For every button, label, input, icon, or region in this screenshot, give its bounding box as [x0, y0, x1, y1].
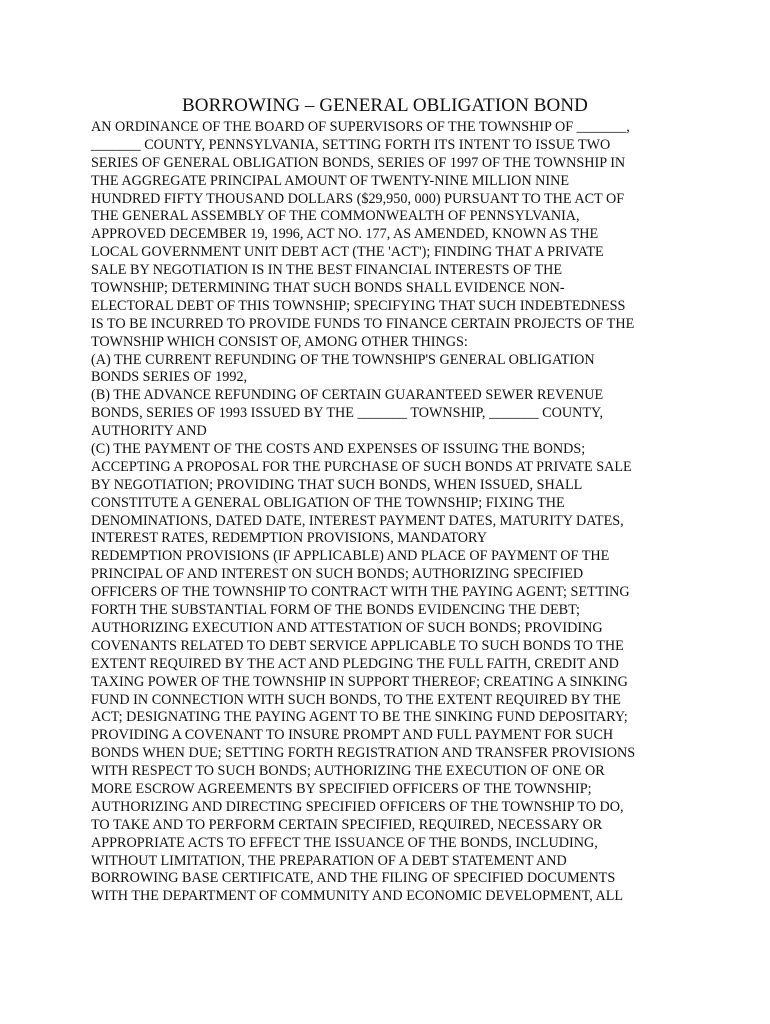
body-line: TOWNSHIP; DETERMINING THAT SUCH BONDS SHALL EVIDENCE NON-: [91, 280, 565, 297]
body-line: FUND IN CONNECTION WITH SUCH BONDS, TO THE EXTENT REQUIRED BY THE: [91, 691, 621, 708]
body-line: PRINCIPAL OF AND INTEREST ON SUCH BONDS; AUTHORIZING SPECIFIED: [91, 566, 584, 583]
body-line: CONSTITUTE A GENERAL OBLIGATION OF THE TOWNSHIP; FIXING THE: [91, 494, 565, 511]
body-line: TOWNSHIP WHICH CONSIST OF, AMONG OTHER THINGS:: [91, 333, 468, 350]
body-line: PROVIDING A COVENANT TO INSURE PROMPT AND FULL PAYMENT FOR SUCH: [91, 727, 614, 744]
body-line: SERIES OF GENERAL OBLIGATION BONDS, SERIES OF 1997 OF THE TOWNSHIP IN: [91, 154, 626, 171]
body-line: COVENANTS RELATED TO DEBT SERVICE APPLICABLE TO SUCH BONDS TO THE: [91, 637, 624, 654]
body-line: BY NEGOTIATION; PROVIDING THAT SUCH BONDS, WHEN ISSUED, SHALL: [91, 476, 583, 493]
document-title: BORROWING – GENERAL OBLIGATION BOND: [182, 95, 588, 116]
body-line: ACT; DESIGNATING THE PAYING AGENT TO BE THE SINKING FUND DEPOSITARY;: [91, 709, 628, 726]
body-line: ELECTORAL DEBT OF THIS TOWNSHIP; SPECIFYING THAT SUCH INDEBTEDNESS: [91, 297, 626, 314]
body-line: HUNDRED FIFTY THOUSAND DOLLARS ($29,950, 000) PURSUANT TO THE ACT OF: [91, 190, 625, 207]
body-line: THE AGGREGATE PRINCIPAL AMOUNT OF TWENTY-NINE MILLION NINE: [91, 172, 570, 189]
body-line: WITH RESPECT TO SUCH BONDS; AUTHORIZING THE EXECUTION OF ONE OR: [91, 763, 605, 780]
body-line: AUTHORIZING AND DIRECTING SPECIFIED OFFICERS OF THE TOWNSHIP TO DO,: [91, 798, 624, 815]
body-line: MORE ESCROW AGREEMENTS BY SPECIFIED OFFICERS OF THE TOWNSHIP;: [91, 780, 592, 797]
body-line: AUTHORITY AND: [91, 423, 207, 440]
body-line: IS TO BE INCURRED TO PROVIDE FUNDS TO FINANCE CERTAIN PROJECTS OF THE: [91, 315, 635, 332]
body-line: BONDS WHEN DUE; SETTING FORTH REGISTRATION AND TRANSFER PROVISIONS: [91, 745, 636, 762]
body-line: (B) THE ADVANCE REFUNDING OF CERTAIN GUARANTEED SEWER REVENUE: [91, 387, 604, 404]
body-line: OFFICERS OF THE TOWNSHIP TO CONTRACT WITH THE PAYING AGENT; SETTING: [91, 584, 630, 601]
body-line: BONDS SERIES OF 1992,: [91, 369, 248, 386]
body-line: LOCAL GOVERNMENT UNIT DEBT ACT (THE 'ACT'); FINDING THAT A PRIVATE: [91, 244, 604, 261]
body-line: AUTHORIZING EXECUTION AND ATTESTATION OF SUCH BONDS; PROVIDING: [91, 619, 603, 636]
body-line: EXTENT REQUIRED BY THE ACT AND PLEDGING THE FULL FAITH, CREDIT AND: [91, 655, 619, 672]
body-line: APPROVED DECEMBER 19, 1996, ACT NO. 177, AS AMENDED, KNOWN AS THE: [91, 226, 599, 243]
body-line: SALE BY NEGOTIATION IS IN THE BEST FINANCIAL INTERESTS OF THE: [91, 262, 563, 279]
body-line: WITH THE DEPARTMENT OF COMMUNITY AND ECONOMIC DEVELOPMENT, ALL: [91, 888, 624, 905]
body-line: TAXING POWER OF THE TOWNSHIP IN SUPPORT THEREOF; CREATING A SINKING: [91, 673, 628, 690]
body-line: DENOMINATIONS, DATED DATE, INTEREST PAYMENT DATES, MATURITY DATES,: [91, 512, 624, 529]
body-line: INTEREST RATES, REDEMPTION PROVISIONS, MANDATORY: [91, 530, 487, 547]
ordinance-body: [91, 119, 691, 906]
body-line: REDEMPTION PROVISIONS (IF APPLICABLE) AND PLACE OF PAYMENT OF THE: [91, 548, 610, 565]
body-line: _______ COUNTY, PENNSYLVANIA, SETTING FORTH ITS INTENT TO ISSUE TWO: [91, 136, 611, 153]
body-line: TO TAKE AND TO PERFORM CERTAIN SPECIFIED, REQUIRED, NECESSARY OR: [91, 816, 603, 833]
body-line: WITHOUT LIMITATION, THE PREPARATION OF A DEBT STATEMENT AND: [91, 852, 567, 869]
body-line: BONDS, SERIES OF 1993 ISSUED BY THE _______ TOWNSHIP, _______ COUNTY,: [91, 405, 603, 422]
body-line: THE GENERAL ASSEMBLY OF THE COMMONWEALTH OF PENNSYLVANIA,: [91, 208, 580, 225]
body-line: FORTH THE SUBSTANTIAL FORM OF THE BONDS EVIDENCING THE DEBT;: [91, 602, 580, 619]
body-line: BORROWING BASE CERTIFICATE, AND THE FILING OF SPECIFIED DOCUMENTS: [91, 870, 616, 887]
body-line: (C) THE PAYMENT OF THE COSTS AND EXPENSES OF ISSUING THE BONDS;: [91, 441, 586, 458]
body-line: ACCEPTING A PROPOSAL FOR THE PURCHASE OF SUCH BONDS AT PRIVATE SALE: [91, 458, 632, 475]
body-line: APPROPRIATE ACTS TO EFFECT THE ISSUANCE OF THE BONDS, INCLUDING,: [91, 834, 598, 851]
body-line: (A) THE CURRENT REFUNDING OF THE TOWNSHIP'S GENERAL OBLIGATION: [91, 351, 595, 368]
body-line: AN ORDINANCE OF THE BOARD OF SUPERVISORS OF THE TOWNSHIP OF _______,: [91, 119, 630, 135]
